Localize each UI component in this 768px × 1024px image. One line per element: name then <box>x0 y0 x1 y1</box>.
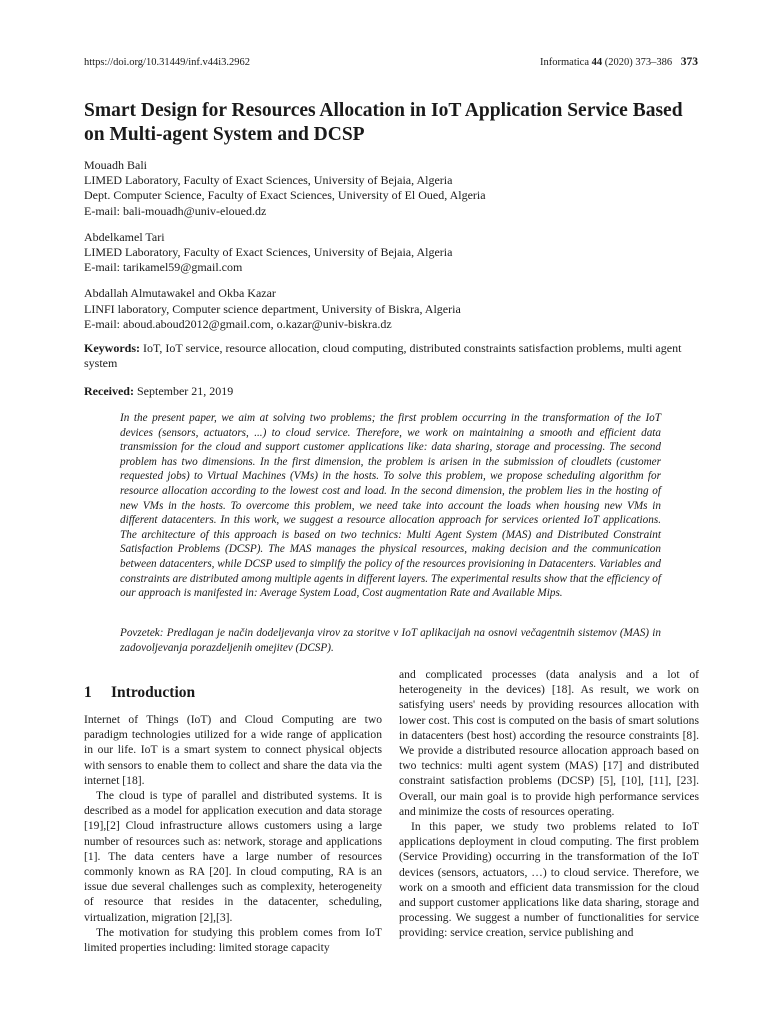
abstract: In the present paper, we aim at solving two problems; the first problem occurring in the transformation of the IoT devices (sensors, actuators, ...) to cloud service. Therefore, we work on maintaining a smooth and efficient data transmission for the cloud and support customer applications like: data sharing, storage and processing. The second problem has two dimensions. In the first dimension, the problem is arisen in the submission of cloudlets (customer requested jobs) to Virtual Machines (VMs) in the hosts. To solve this problem, we propose scheduling algorithm for resource allocation according to the lowest cost and load. In the second dimension, the problem lies in the hosting of new VMs in the hosts. To overcome this problem, we need take into account the loads when housing new VMs in different datacenters. In this work, we suggest a resource allocation approach for services oriented IoT applications. The architecture of this approach is based on two technics: Multi Agent System (MAS) and Distributed Constraint Satisfaction Problems (DCSP). The MAS manages the physical resources, making decision and the communication between datacenters, while DCSP used to simplify the policy of the resources provisioning in Datacenters. Variables and constraints are distributed among multiple agents in different layers. The experimental results show that the efficiency of our approach is manifested in: Average System Load, Cost augmentation Rate and Available Mips. <box>120 412 661 600</box>
section-heading <box>84 683 382 703</box>
keywords <box>84 341 700 372</box>
received-text: September 21, 2019 <box>136 384 234 398</box>
journal-volume: 44 <box>591 57 603 68</box>
section-title: Introduction <box>111 684 196 701</box>
author-email: E-mail: tarikamel59@gmail.com <box>84 260 243 275</box>
paragraph: The motivation for studying this problem comes from IoT limited properties including: limited storage capacity <box>84 925 382 955</box>
author-block <box>84 230 704 276</box>
received-label: Received: <box>84 384 134 398</box>
author-list <box>84 158 704 343</box>
author-affiliation: Dept. Computer Science, Faculty of Exact Sciences, University of El Oued, Algeria <box>84 188 486 203</box>
author-name: Mouadh Bali <box>84 158 147 172</box>
journal-name: Informatica <box>540 57 589 68</box>
author-name: Abdallah Almutawakel and Okba Kazar <box>84 286 276 301</box>
author-name: Abdelkamel Tari <box>84 229 165 244</box>
page-number: 373 <box>680 56 698 68</box>
author-block <box>84 158 704 219</box>
povzetek: Povzetek: Predlagan je način dodeljevanja virov za storitve v IoT aplikacijah na osnovi večagentnih sistemov (MAS) in zadovoljevanja porazdeljenih omejitev (DCSP). <box>120 627 661 654</box>
author-email: E-mail: bali-mouadh@univ-eloued.dz <box>84 203 267 218</box>
doi-link[interactable]: https://doi.org/10.31449/inf.v44i3.2962 <box>84 57 251 68</box>
paragraph: In this paper, we study two problems related to IoT applications deployment in cloud computing. The first problem (Service Providing) occurring in the transformation of the IoT devices (sensors, actuators, …) to cloud service. Therefore, we work on a smooth and efficient data transmission for the cloud and support customer applications like data sharing, storage and processing. We suggest a number of functionalities for service providing: service creation, service publishing and <box>399 820 699 940</box>
paragraph: The cloud is type of parallel and distributed systems. It is described as a model for application execution and data storage [19],[2] Cloud infrastructure allows customers using a large number of resources such as: network, storage and applications [1]. The data centers have a large number of resources commonly known as RA [20]. In cloud computing, RA is an issue due several challenges such as complexity, heterogeneity of resource that resides in the datacenter, scheduling, virtualization, migration [2],[3]. <box>84 789 382 924</box>
keywords-text: IoT, IoT service, resource allocation, cloud computing, distributed constraints satisfaction problems, multi agent system <box>84 341 682 371</box>
received-date <box>84 384 233 399</box>
author-affiliation: LIMED Laboratory, Faculty of Exact Sciences, University of Bejaia, Algeria <box>84 173 453 188</box>
running-header <box>540 56 698 68</box>
paragraph: and complicated processes (data analysis and a lot of heterogeneity in the devices) [18]. As result, we work on satisfying users' needs by providing resources allocation with lower cost. This cost is computed on the basis of smart solutions in datacenters (best host) according the resource constraints [8]. We provide a distributed resource allocation approach based on two technics: multi agent system (MAS) [17] and distributed constraint satisfaction problems (DCSP) [5], [10], [11], [23]. Overall, our main goal is to provide high performance services and minimize the costs of resources operating. <box>399 668 699 818</box>
right-column <box>399 667 699 941</box>
author-affiliation: LIMED Laboratory, Faculty of Exact Sciences, University of Bejaia, Algeria <box>84 245 453 260</box>
section-number: 1 <box>84 684 92 701</box>
year-pages: (2020) 373–386 <box>604 57 673 68</box>
keywords-label: Keywords: <box>84 341 140 355</box>
left-column <box>84 683 382 955</box>
paragraph: Internet of Things (IoT) and Cloud Computing are two paradigm technologies utilized for a wide range of application in our life. IoT is a smart system to connect physical objects with sensors to enable them to collect and share the data via the internet [18]. <box>84 713 382 787</box>
paper-title: Smart Design for Resources Allocation in IoT Application Service Based on Multi-agent System and DCSP <box>84 100 683 145</box>
author-email: E-mail: aboud.aboud2012@gmail.com, o.kazar@univ-biskra.dz <box>84 316 392 331</box>
author-block <box>84 286 704 332</box>
author-affiliation: LINFI laboratory, Computer science department, University of Biskra, Algeria <box>84 301 461 316</box>
